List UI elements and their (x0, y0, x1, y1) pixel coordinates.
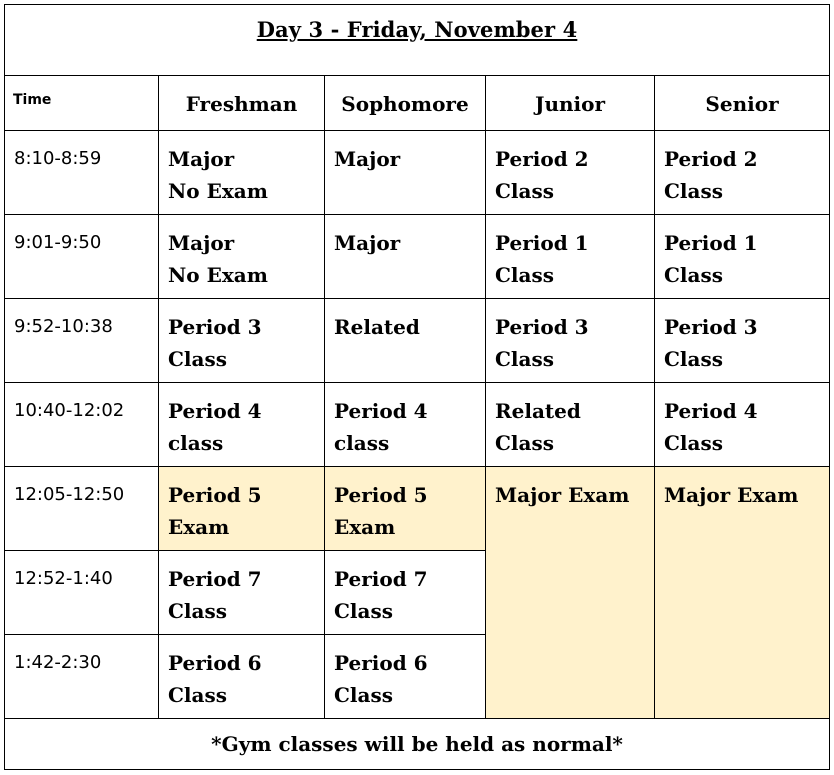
cell-line: Period 1 (495, 231, 589, 255)
cell-line: Major Exam (664, 483, 799, 507)
cell-line: Class (495, 179, 554, 203)
time-slot: 12:05-12:50 (5, 467, 159, 551)
cell-line: Major (334, 231, 401, 255)
cell-line: Class (334, 599, 393, 623)
cell-line: Period 1 (664, 231, 758, 255)
cell-line: Period 3 (168, 315, 262, 339)
cell-line: Period 2 (495, 147, 589, 171)
cell-line: Class (168, 683, 227, 707)
cell-line: Major Exam (495, 483, 630, 507)
cell-line: Period 5 (334, 483, 428, 507)
time-slot: 10:40-12:02 (5, 383, 159, 467)
cell-line: Class (168, 347, 227, 371)
cell-line: No Exam (168, 263, 268, 287)
freshman-column-header: Freshman (159, 76, 325, 131)
time-slot: 9:52-10:38 (5, 299, 159, 383)
cell-line: class (168, 431, 224, 455)
sophomore-cell (325, 299, 486, 383)
cell-line: Class (495, 431, 554, 455)
table-row (5, 467, 830, 551)
freshman-cell (159, 551, 325, 635)
cell-line: Class (664, 431, 723, 455)
senior-major-exam-cell (655, 467, 830, 719)
table-row (5, 299, 830, 383)
junior-cell (486, 215, 655, 299)
cell-line: Major (168, 147, 235, 171)
footer-note: *Gym classes will be held as normal* (5, 719, 830, 770)
cell-line: Period 3 (664, 315, 758, 339)
sophomore-cell (325, 551, 486, 635)
freshman-cell (159, 131, 325, 215)
cell-line: Period 7 (168, 567, 262, 591)
senior-cell (655, 215, 830, 299)
sophomore-cell (325, 467, 486, 551)
freshman-cell (159, 215, 325, 299)
cell-line: Class (495, 347, 554, 371)
cell-line: Period 7 (334, 567, 428, 591)
table-row (5, 215, 830, 299)
time-slot: 12:52-1:40 (5, 551, 159, 635)
sophomore-cell (325, 131, 486, 215)
freshman-cell (159, 383, 325, 467)
cell-line: Class (495, 263, 554, 287)
table-row (5, 131, 830, 215)
freshman-cell (159, 299, 325, 383)
cell-line: Period 2 (664, 147, 758, 171)
time-slot: 8:10-8:59 (5, 131, 159, 215)
cell-line: class (334, 431, 390, 455)
time-slot: 9:01-9:50 (5, 215, 159, 299)
cell-line: Major (334, 147, 401, 171)
cell-line: Period 5 (168, 483, 262, 507)
cell-line: Period 3 (495, 315, 589, 339)
junior-column-header: Junior (486, 76, 655, 131)
freshman-cell (159, 635, 325, 719)
cell-line: Class (664, 347, 723, 371)
cell-line: Exam (168, 515, 230, 539)
senior-cell (655, 299, 830, 383)
header-row (5, 76, 830, 131)
time-column-header: Time (5, 76, 159, 131)
senior-column-header: Senior (655, 76, 830, 131)
cell-line: Period 4 (664, 399, 758, 423)
cell-line: Period 4 (334, 399, 428, 423)
cell-line: Class (334, 683, 393, 707)
junior-cell (486, 131, 655, 215)
junior-major-exam-cell (486, 467, 655, 719)
senior-cell (655, 131, 830, 215)
sophomore-column-header: Sophomore (325, 76, 486, 131)
exam-schedule-table (4, 4, 830, 770)
cell-line: Period 4 (168, 399, 262, 423)
schedule-title: Day 3 - Friday, November 4 (256, 17, 578, 42)
sophomore-cell (325, 635, 486, 719)
cell-line: Period 6 (334, 651, 428, 675)
cell-line: Related (495, 399, 581, 423)
cell-line: Class (664, 179, 723, 203)
cell-line: Major (168, 231, 235, 255)
junior-cell (486, 299, 655, 383)
cell-line: Class (664, 263, 723, 287)
cell-line: Related (334, 315, 420, 339)
freshman-cell (159, 467, 325, 551)
cell-line: Exam (334, 515, 396, 539)
sophomore-cell (325, 215, 486, 299)
junior-cell (486, 383, 655, 467)
table-row (5, 383, 830, 467)
title-cell (5, 5, 830, 76)
senior-cell (655, 383, 830, 467)
time-slot: 1:42-2:30 (5, 635, 159, 719)
sophomore-cell (325, 383, 486, 467)
cell-line: Class (168, 599, 227, 623)
cell-line: No Exam (168, 179, 268, 203)
cell-line: Period 6 (168, 651, 262, 675)
